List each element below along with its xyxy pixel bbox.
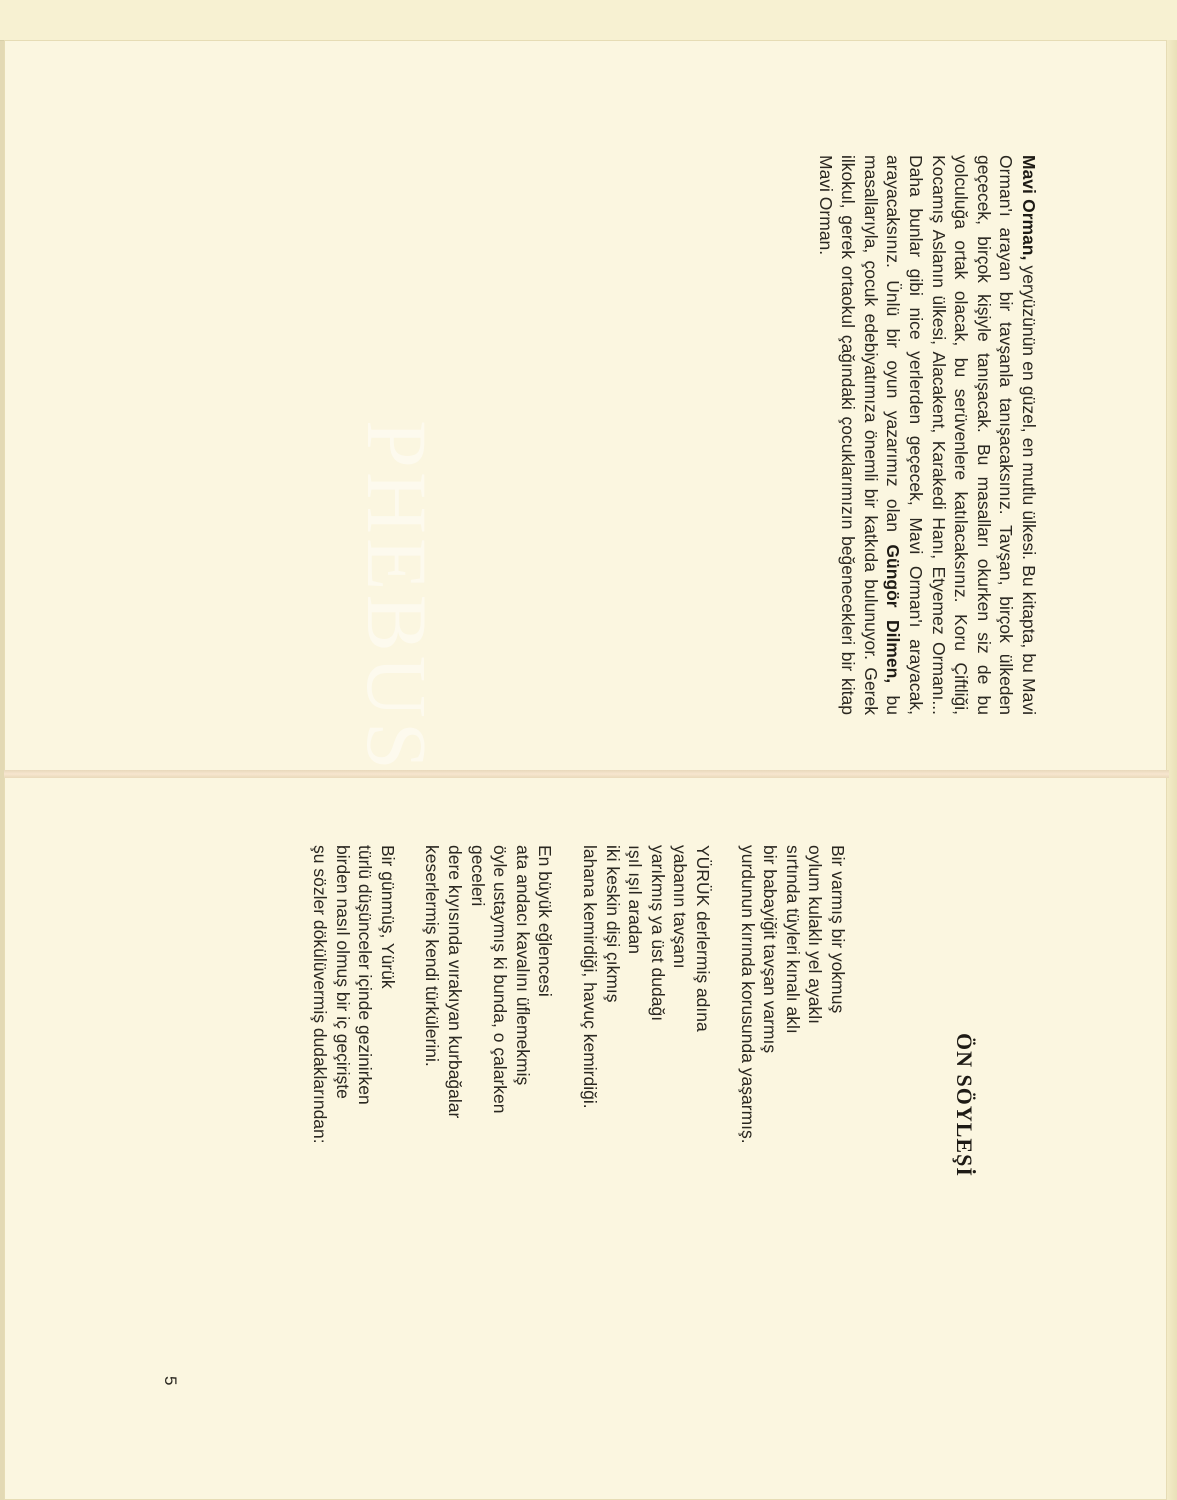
poem-line: birden nasıl olmuş bir iç geçirişte <box>332 845 353 1099</box>
poem-stanza-4 <box>309 845 399 1265</box>
poem-line: YÜRÜK derlermiş adına <box>693 845 714 1032</box>
chapter-title: ÖN SÖYLEŞİ <box>952 1033 977 1177</box>
poem-stanza-3 <box>421 845 557 1265</box>
poem-line: türlü düşünceler içinde gezinirken <box>355 845 376 1105</box>
poem-line: lahana kemirdiği, havuç kemirdiği. <box>580 845 601 1109</box>
poem <box>287 845 1059 1265</box>
poem-line: geceleri <box>467 845 488 907</box>
poem-line: sırtında tüyleri kınalı aklı <box>782 845 803 1034</box>
poem-line: bir babayiğit tavşan varmış <box>760 845 781 1054</box>
intro-bold-author: Güngör Dilmen, <box>883 544 904 684</box>
intro-paragraph <box>814 155 1040 715</box>
poem-line: iki keskin dişi çıkmış <box>602 845 623 1003</box>
intro-text-part-1: yeryüzünün en güzel, en mutlu ülkesi. Bu kitapta, bu Mavi Orman'ı arayan bir tavşanla tanışacaksınız. Tavşan, birçok ülkeden geçecek, birçok kişiyle tanışacak. Bu masalları okurken siz de bu yolculuğa ortak olacak, bu serüvenlere katılacaksınız. Koru Çiftliği, Kocamış Aslanın ülkesi, Alacakent, Karakedi Hanı, Etyemez Ormanı... Daha bunlar gibi nice yerlerden geçecek, Mavi Orman'ı arayacak, arayacaksınız. Ünlü bir oyun yazarımız olan <box>883 155 1039 715</box>
poem-line: öyle ustaymış ki bunda, o çalarken <box>490 845 511 1114</box>
poem-line: dere kıyısında vırakıyan kurbağalar <box>445 845 466 1119</box>
poem-line: şu sözler dökülüvermiş dudaklarından: <box>310 845 331 1144</box>
page-number: 5 <box>161 1376 180 1386</box>
poem-line: ata andacı kavalını üflemekmiş <box>512 845 533 1086</box>
poem-line: keserlermiş kendi türkülerini. <box>422 845 443 1067</box>
poem-line: yabanın tavşanı <box>670 845 691 969</box>
poem-line: yurdunun kırında korusunda yaşarmış. <box>737 845 758 1144</box>
poem-stanza-2 <box>578 845 714 1265</box>
intro-text-part-2: bu masallarıyla, çocuk edebiyatımıza önemli bir katkıda bulunuyor. Gerek ilkokul, gerek ortaokul çağındaki çocuklarımızın beğenecekleri bir kitap Mavi Orman. <box>815 155 904 715</box>
watermark: PHEBUS <box>349 420 445 774</box>
poem-line: yarıkmış ya üst dudağı <box>647 845 668 1022</box>
poem-line: oylum kulaklı yel ayaklı <box>805 845 826 1024</box>
poem-line: En büyük eğlencesi <box>535 845 556 997</box>
poem-stanza-1 <box>736 845 849 1265</box>
poem-line: Bir günmüş, Yürük <box>377 845 398 989</box>
poem-line: Bir varmış bir yokmuş <box>828 845 848 1014</box>
intro-bold-title: Mavi Orman, <box>1019 155 1039 261</box>
poem-line: ışıl ışıl aradan <box>625 845 646 954</box>
